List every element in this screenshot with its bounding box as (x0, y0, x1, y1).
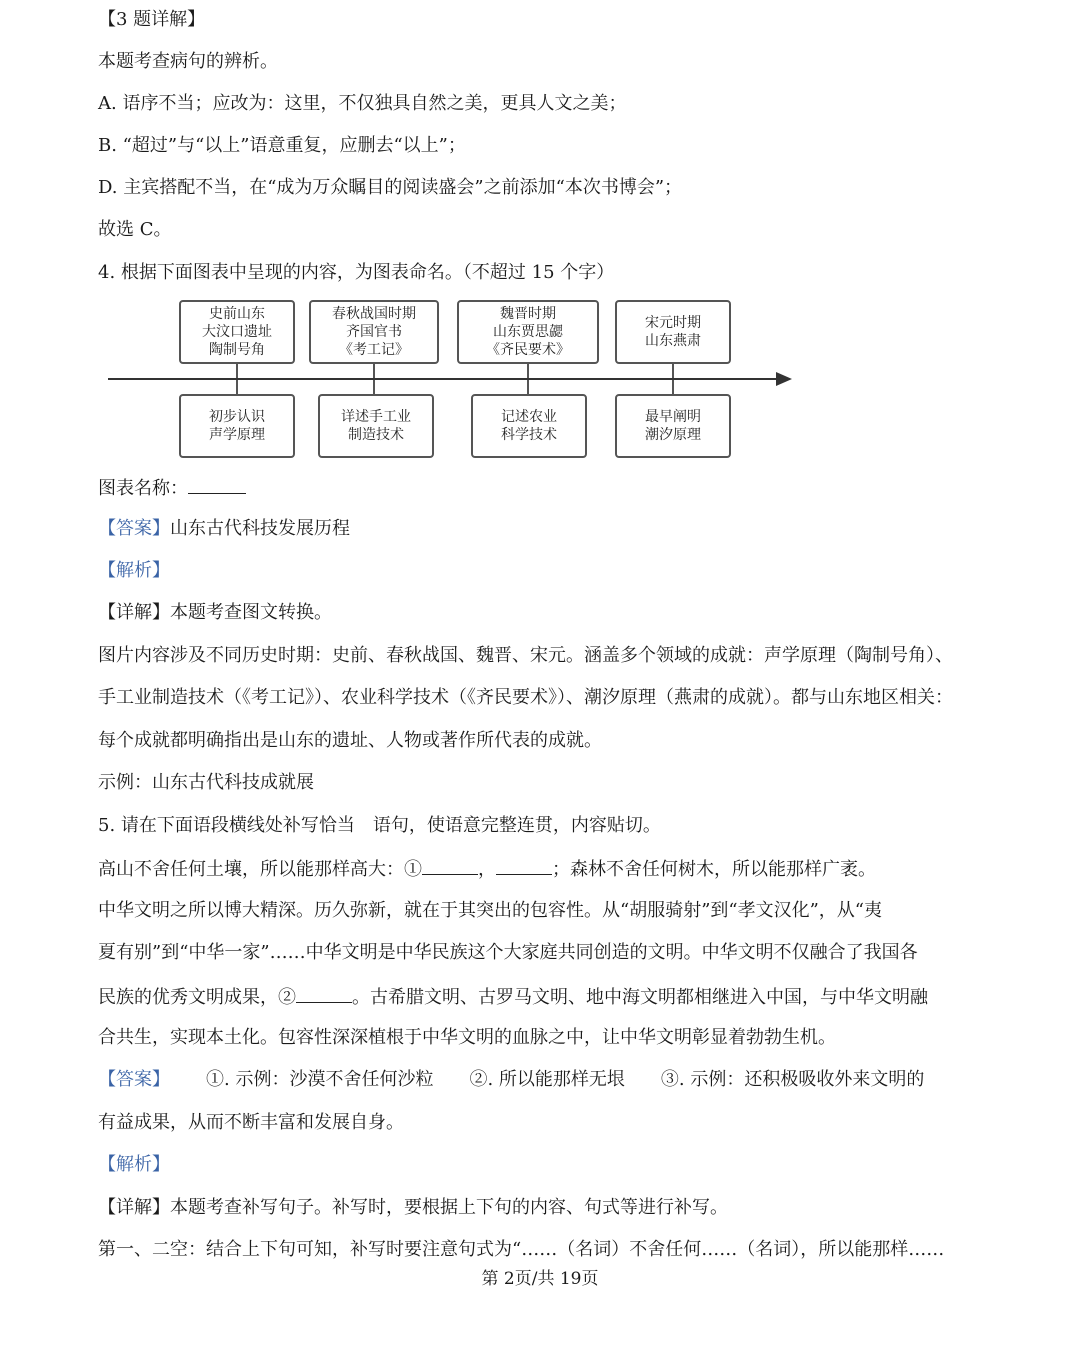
blank-2 (496, 856, 552, 875)
q5-answer-continued: 有益成果，从而不断丰富和发展自身。 (98, 1112, 404, 1133)
q5-line-4-text-b: 。古希腊文明、古罗马文明、地中海文明都相继进入中国，与中华文明融 (352, 987, 928, 1008)
timeline-bottom-box-3: 记述农业 科学技术 (471, 394, 587, 458)
connector-bottom-2 (373, 378, 375, 394)
q5-answer-tag: 【答案】 (98, 1069, 170, 1090)
page-footer: 第 2页/共 19页 (481, 1269, 599, 1289)
q5-answer-2: ②. 所以能那样无垠 (469, 1069, 625, 1090)
q5-question-b: 语句，使语意完整连贯，内容贴切。 (372, 815, 661, 836)
q5-line-1 (98, 856, 876, 882)
q5-detail: 【详解】本题考查补写句子。补写时，要根据上下句的内容、句式等进行补写。 (98, 1197, 728, 1218)
q5-line-1-text-a: 高山不舍任何土壤，所以能那样高大：① (98, 859, 422, 880)
chart-name-line (98, 475, 246, 501)
timeline-diagram (100, 292, 800, 464)
q4-detail: 【详解】本题考查图文转换。 (98, 602, 332, 623)
q5-answer-line (98, 1068, 924, 1092)
blank-3 (296, 984, 352, 1003)
q3-option-d: D. 主宾搭配不当，在“成为万众瞩目的阅读盛会”之前添加“本次书博会”； (98, 177, 683, 198)
q5-line-4 (98, 984, 928, 1010)
q4-answer: 山东古代科技发展历程 (170, 518, 350, 539)
timeline-axis (108, 378, 778, 380)
q3-option-b: B. “超过”与“以上”语意重复，应删去“以上”； (98, 135, 466, 156)
q5-analysis-tag: 【解析】 (98, 1154, 170, 1175)
connector-bottom-4 (672, 378, 674, 394)
q5-question-line (98, 814, 661, 838)
timeline-bottom-box-4: 最早阐明 潮汐原理 (615, 394, 731, 458)
timeline-bottom-box-2: 详述手工业 制造技术 (318, 394, 434, 458)
q4-paragraph-1: 图片内容涉及不同历史时期：史前、春秋战国、魏晋、宋元。涵盖多个领域的成就：声学原理（陶制号角）、 (98, 645, 953, 666)
connector-bottom-3 (527, 378, 529, 394)
q5-line-2: 中华文明之所以博大精深。历久弥新，就在于其突出的包容性。从“胡服骑射”到“孝文汉化”，从“夷 (98, 900, 883, 921)
q4-answer-line (98, 517, 350, 541)
q5-line-4-text-a: 民族的优秀文明成果，② (98, 987, 296, 1008)
q5-last-line: 第一、二空：结合上下句可知，补写时要注意句式为“……（名词）不舍任何……（名词），所以能那样…… (98, 1239, 945, 1260)
q5-question-a: 5. 请在下面语段横线处补写恰当 (98, 815, 355, 836)
connector-bottom-1 (236, 378, 238, 394)
blank-1 (422, 856, 478, 875)
q4-example: 示例：山东古代科技成就展 (98, 772, 314, 793)
q3-intro: 本题考查病句的辨析。 (98, 51, 278, 72)
timeline-top-box-4: 宋元时期 山东燕肃 (615, 300, 731, 364)
q4-analysis-tag: 【解析】 (98, 560, 170, 581)
q5-line-5: 合共生，实现本土化。包容性深深植根于中华文明的血脉之中，让中华文明彰显着勃勃生机。 (98, 1027, 836, 1048)
q5-line-1-text-b: ， (478, 859, 496, 880)
q4-question: 4. 根据下面图表中呈现的内容，为图表命名。（不超过 15 个字） (98, 262, 615, 283)
timeline-bottom-box-1: 初步认识 声学原理 (179, 394, 295, 458)
chart-name-blank (188, 475, 246, 494)
q3-choice: 故选 C。 (98, 219, 172, 240)
q5-line-3: 夏有别”到“中华一家”……中华文明是中华民族这个大家庭共同创造的文明。中华文明不仅融合了我国各 (98, 942, 918, 963)
q5-line-1-text-c: ；森林不舍任何树木，所以能那样广袤。 (552, 859, 876, 880)
q4-paragraph-2: 手工业制造技术（《考工记》）、农业科学技术（《齐民要术》）、潮汐原理（燕肃的成就）。都与山东地区相关： (98, 687, 953, 708)
chart-name-label: 图表名称： (98, 478, 188, 499)
q3-option-a: A. 语序不当；应改为：这里，不仅独具自然之美，更具人文之美； (98, 93, 627, 114)
q4-answer-tag: 【答案】 (98, 518, 170, 539)
timeline-top-box-2: 春秋战国时期 齐国官书 《考工记》 (309, 300, 439, 364)
timeline-top-box-1: 史前山东 大汶口遗址 陶制号角 (179, 300, 295, 364)
timeline-top-box-3: 魏晋时期 山东贾思勰 《齐民要术》 (457, 300, 599, 364)
q5-answer-3: ③. 示例：还积极吸收外来文明的 (660, 1069, 925, 1090)
q5-answer-1: ①. 示例：沙漠不舍任何沙粒 (206, 1069, 434, 1090)
q3-header: 【3 题详解】 (98, 9, 206, 30)
q4-paragraph-3: 每个成就都明确指出是山东的遗址、人物或著作所代表的成就。 (98, 730, 602, 751)
timeline-arrow-icon (776, 372, 792, 386)
